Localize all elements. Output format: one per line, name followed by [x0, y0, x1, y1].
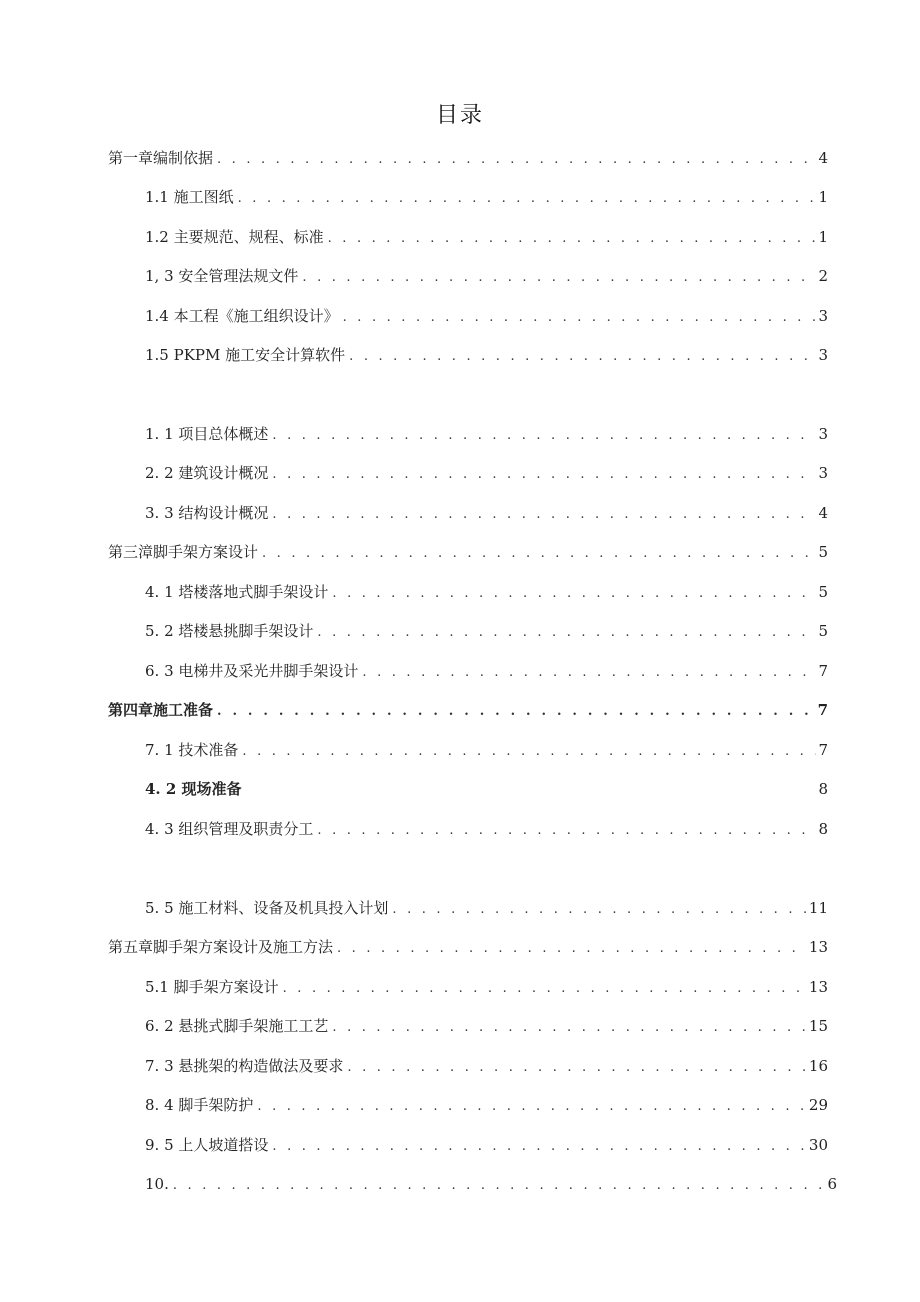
- toc-entry-label: 第三漳脚手架方案设计: [108, 543, 259, 561]
- toc-entry-page: 11: [808, 899, 828, 917]
- toc-entry-page: 7: [818, 741, 828, 759]
- toc-entry-page: 13: [808, 978, 828, 996]
- toc-entry-label: 第五章脚手架方案设计及施工方法: [108, 938, 334, 956]
- toc-entry[interactable]: [145, 619, 828, 643]
- toc-entry-label: 第四章施工准备: [108, 701, 214, 719]
- toc-entry-page: 2: [818, 267, 828, 285]
- toc-entry-label: 6. 3 电梯井及采光井脚手架设计: [145, 662, 359, 680]
- toc-entry[interactable]: [108, 698, 828, 722]
- toc-entry-label: 3. 3 结构设计概况: [145, 504, 269, 522]
- toc-entry[interactable]: [145, 896, 828, 920]
- toc-entry-page: 8: [818, 780, 828, 798]
- toc-entry-label: 7. 1 技术准备: [145, 741, 239, 759]
- toc-leader-dots: [242, 740, 816, 764]
- toc-leader-dots: [238, 187, 817, 211]
- toc-leader-dots: [362, 661, 816, 685]
- toc-entry[interactable]: [145, 659, 828, 683]
- toc-entry-label: 7. 3 悬挑架的构造做法及要求: [145, 1057, 344, 1075]
- toc-entry-page: 3: [818, 464, 828, 482]
- toc-leader-dots: [328, 227, 817, 251]
- toc-entry-label: 4. 2 现场准备: [145, 780, 242, 798]
- toc-leader-dots: [257, 1095, 807, 1119]
- toc-entry-label: 4. 1 塔楼落地式脚手架设计: [145, 583, 329, 601]
- toc-entry-label: 4. 3 组织管理及职责分工: [145, 820, 314, 838]
- toc-leader-dots: [317, 621, 816, 645]
- toc-entry-page: 8: [818, 820, 828, 838]
- toc-leader-dots: [217, 700, 816, 724]
- toc-entry[interactable]: [145, 304, 828, 328]
- toc-entry-label: 5.1 脚手架方案设计: [145, 978, 279, 996]
- page-title: 目录: [435, 103, 484, 128]
- toc-entry[interactable]: [145, 185, 828, 209]
- toc-leader-dots: [262, 542, 816, 566]
- toc-leader-dots: [343, 306, 817, 330]
- toc-entry[interactable]: [145, 975, 828, 999]
- toc-leader-dots: [173, 1174, 826, 1198]
- toc-entry[interactable]: [145, 225, 828, 249]
- toc-entry[interactable]: [108, 146, 828, 170]
- toc-entry-label: 1.5 PKPM 施工安全计算软件: [145, 346, 346, 364]
- toc-entry-page: 13: [808, 938, 828, 956]
- toc-entry-label: 1. 1 项目总体概述: [145, 425, 269, 443]
- toc-entry-label: 5. 5 施工材料、设备及机具投入计划: [145, 899, 389, 917]
- toc-entry[interactable]: [145, 580, 828, 604]
- toc-entry[interactable]: [145, 738, 828, 762]
- toc-entry-page: 6: [827, 1175, 837, 1193]
- toc-leader-dots: [349, 345, 816, 369]
- toc-entry-label: 8. 4 脚手架防护: [145, 1096, 254, 1114]
- toc-entry-label: 6. 2 悬挑式脚手架施工工艺: [145, 1017, 329, 1035]
- toc-entry-page: 5: [818, 543, 828, 561]
- toc-leader-dots: [283, 977, 807, 1001]
- toc-leader-dots: [392, 898, 807, 922]
- toc-entry[interactable]: [145, 501, 828, 525]
- toc-entry-page: 1: [818, 188, 828, 206]
- toc-entry-label: 10.: [145, 1175, 169, 1193]
- toc-entry-label: 1, 3 安全管理法规文件: [145, 267, 299, 285]
- toc-entry-page: 3: [818, 307, 828, 325]
- toc-entry[interactable]: [145, 461, 828, 485]
- toc-leader-dots: [272, 424, 816, 448]
- toc-leader-dots: [217, 148, 816, 172]
- toc-entry[interactable]: [145, 343, 828, 367]
- toc-entry-page: 3: [818, 425, 828, 443]
- toc-entry[interactable]: [145, 1133, 828, 1157]
- toc-entry-label: 1.4 本工程《施工组织设计》: [145, 307, 339, 325]
- toc-entry[interactable]: [145, 1093, 828, 1117]
- toc-entry[interactable]: [145, 1054, 828, 1078]
- toc-entry[interactable]: [145, 1014, 828, 1038]
- toc-entry-page: 16: [808, 1057, 828, 1075]
- toc-entry-page: 4: [818, 504, 828, 522]
- toc-entry-page: 5: [818, 583, 828, 601]
- toc-leader-dots: [272, 503, 816, 527]
- toc-entry-page: 3: [818, 346, 828, 364]
- toc-entry-page: 1: [818, 228, 828, 246]
- toc-entry-page: 15: [808, 1017, 828, 1035]
- toc-leader-dots: [337, 937, 807, 961]
- toc-entry-label: 第一章编制依据: [108, 149, 214, 167]
- toc-entry[interactable]: [145, 264, 828, 288]
- toc-leader-dots: [332, 1016, 807, 1040]
- toc-entry-label: 5. 2 塔楼悬挑脚手架设计: [145, 622, 314, 640]
- toc-entry[interactable]: [145, 422, 828, 446]
- toc-entry[interactable]: [145, 777, 828, 801]
- toc-entry-page: 30: [808, 1136, 828, 1154]
- toc-entry-page: 5: [818, 622, 828, 640]
- toc-leader-dots: [272, 463, 816, 487]
- toc-entry[interactable]: [145, 817, 828, 841]
- toc-leader-dots: [272, 1135, 807, 1159]
- toc-entry-label: 1.2 主要规范、规程、标准: [145, 228, 324, 246]
- toc-entry[interactable]: [108, 935, 828, 959]
- toc-leader-dots: [347, 1056, 807, 1080]
- toc-entry-label: 9. 5 上人坡道搭设: [145, 1136, 269, 1154]
- toc-entry-page: 7: [818, 662, 828, 680]
- toc-entry-page: 7: [817, 701, 828, 719]
- toc-leader-dots: [332, 582, 816, 606]
- toc-leader-dots: [317, 819, 816, 843]
- toc-leader-dots: [302, 266, 816, 290]
- toc-entry-page: 4: [818, 149, 828, 167]
- toc-entry-page: 29: [808, 1096, 828, 1114]
- toc-entry-label: 1.1 施工图纸: [145, 188, 234, 206]
- toc-entry-label: 2. 2 建筑设计概况: [145, 464, 269, 482]
- toc-entry[interactable]: [108, 540, 828, 564]
- toc-entry[interactable]: [145, 1172, 837, 1196]
